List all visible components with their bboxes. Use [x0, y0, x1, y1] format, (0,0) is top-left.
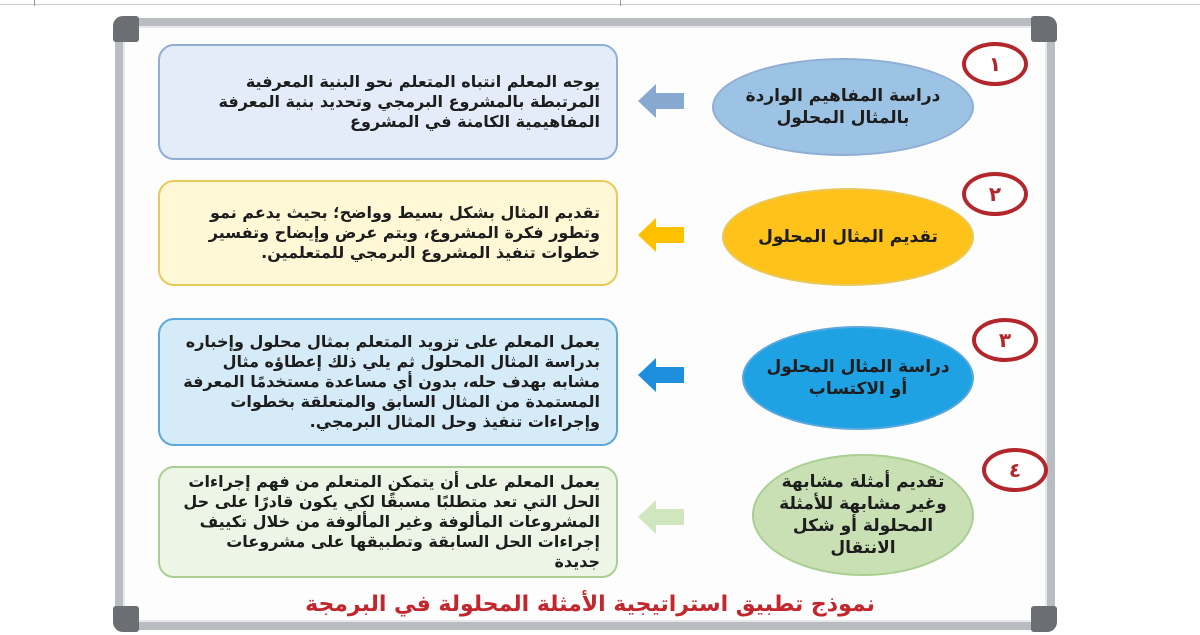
frame-corner — [1031, 606, 1057, 632]
top-rule — [0, 4, 1200, 5]
step-2-title: تقديم المثال المحلول — [758, 227, 938, 247]
step-2-number-badge — [962, 172, 1028, 216]
frame-corner — [113, 606, 139, 632]
step-4-number: ٤ — [1008, 458, 1022, 482]
step-1-number-badge — [962, 42, 1028, 86]
step-1-number: ١ — [988, 52, 1002, 76]
step-4-title: تقديم أمثلة مشابهة وغير مشابهة للأمثلة المحلولة أو شكل الانتقال — [779, 472, 947, 558]
diagram-caption: نموذج تطبيق استراتيجية الأمثلة المحلولة في البرمجة — [305, 592, 875, 617]
step-2-arrow-icon — [638, 218, 684, 252]
top-tick — [620, 0, 621, 6]
step-1-title: دراسة المفاهيم الواردة بالمثال المحلول — [745, 86, 941, 128]
step-1-title-oval — [712, 58, 974, 156]
step-3-title-oval — [742, 326, 974, 430]
step-3-arrow-icon — [638, 358, 684, 392]
step-4-title-oval — [752, 454, 974, 576]
step-1-arrow-icon — [638, 84, 684, 118]
step-3-title: دراسة المثال المحلول أو الاكتساب — [766, 357, 950, 399]
step-3-description: يعمل المعلم على تزويد المتعلم بمثال محلول وإخباره بدراسة المثال المحلول ثم يلي ذلك إعطاؤه مثال مشابه بهدف حله، بدون أي مساعدة مستخدمًا المعرفة المستمدة من المثال السابق والمتعلقة بخطوات وإجراءات تنفيذ وحل المثال البرمجي. — [183, 332, 600, 431]
frame-corner — [113, 16, 139, 42]
step-3-number: ٣ — [998, 328, 1012, 352]
step-4-description-box — [158, 466, 618, 578]
step-1-description: يوجه المعلم انتباه المتعلم نحو البنية المعرفية المرتبطة بالمشروع البرمجي وتحديد بنية المعرفة المفاهيمية الكامنة في المشروع — [218, 72, 600, 131]
step-2-title-oval — [722, 188, 974, 286]
step-2-number: ٢ — [988, 182, 1002, 206]
step-4-arrow-icon — [638, 500, 684, 534]
step-4-description: يعمل المعلم على أن يتمكن المتعلم من فهم إجراءات الحل التي تعد متطلبًا مسبقًا لكي يكون قادرًا على حل المشروعات المألوفة وغير المألوفة من خلال تكييف إجراءات الحل السابقة وتطبيقها على مشروعات جديدة — [183, 472, 600, 571]
step-2-description: تقديم المثال بشكل بسيط وواضح؛ بحيث يدعم نمو وتطور فكرة المشروع، ويتم عرض وإيضاح وتفسير خطوات تنفيذ المشروع البرمجي للمتعلمين. — [208, 203, 600, 262]
step-4-number-badge — [982, 448, 1048, 492]
step-3-description-box — [158, 318, 618, 446]
frame-corner — [1031, 16, 1057, 42]
step-1-description-box — [158, 44, 618, 160]
step-3-number-badge — [972, 318, 1038, 362]
step-2-description-box — [158, 180, 618, 286]
top-tick — [34, 0, 35, 6]
